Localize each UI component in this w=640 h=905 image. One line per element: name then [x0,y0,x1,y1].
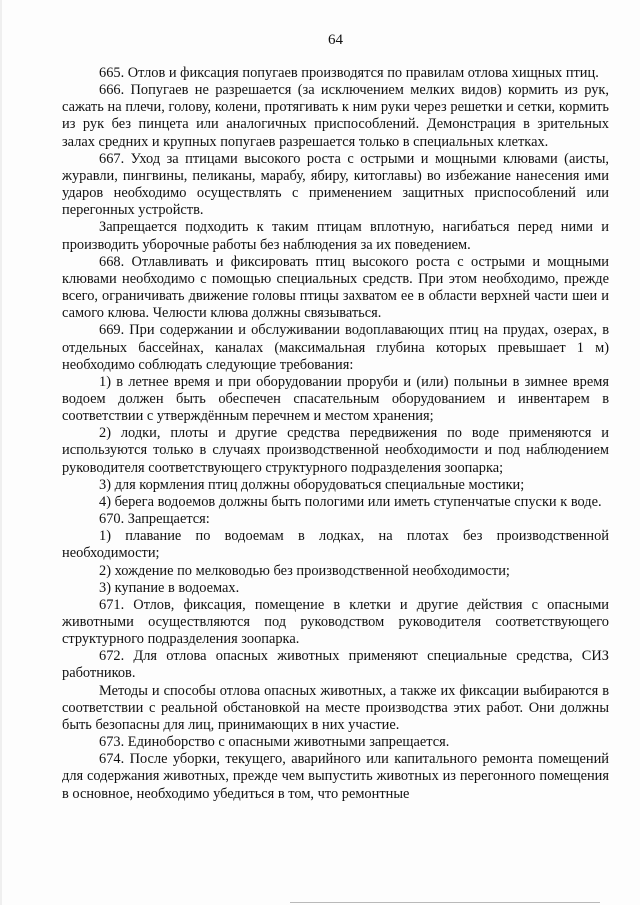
list-item-670-1: 1) плавание по водоемам в лодках, на плотах без производственной необходимости; [62,528,609,562]
scan-bottom-edge [290,902,600,903]
list-item-669-4: 4) берега водоемов должны быть пологими или иметь ступенчатые спуски к воде. [99,493,602,510]
paragraph-668: 668. Отлавливать и фиксировать птиц высокого роста с острыми и мощными клювами необходимо с помощью специальных средств. При этом необходимо, прежде всего, ограничивать движение головы птицы захватом ее в области верхней части шеи и самого клюва. Челюсти клюва должны связываться. [62,253,609,322]
list-item-669-3: 3) для кормления птиц должны оборудоваться специальные мостики; [99,476,525,493]
paragraph-672: 672. Для отлова опасных животных применяют специальные средства, СИЗ работников. [62,648,609,682]
paragraph-667-prohibition: Запрещается подходить к таким птицам вплотную, нагибаться перед ними и производить уборочные работы без наблюдения за их поведением. [62,219,609,253]
paragraph-665: 665. Отлов и фиксация попугаев производятся по правилам отлова хищных птиц. [99,65,599,81]
list-item-670-3: 3) купание в водоемах. [99,579,240,596]
paragraph-673: 673. Единоборство с опасными животными запрещается. [99,734,450,751]
paragraph-666: 666. Попугаев не разрешается (за исключением мелких видов) кормить из рук, сажать на плечи, голову, колени, протягивать к ним руки через решетки и сетки, кормить из рук без пинцета или аналогичных приспособлений. Демонстрация в зрительных залах средних и крупных попугаев разрешается только в специальных клетках. [62,82,609,150]
paragraph-670: 670. Запрещается: [99,511,210,528]
list-item-669-2: 2) лодки, плоты и другие средства передвижения по воде применяются и используются только в случаях производственной необходимости и под наблюдением руководителя соответствующего структурного подразделения зоопарка; [62,425,609,476]
scan-left-edge [0,0,2,905]
list-item-670-2: 2) хождение по мелководью без производственной необходимости; [99,562,510,579]
paragraph-669: 669. При содержании и обслуживании водоплавающих птиц на прудах, озерах, в отдельных бассейнах, каналах (максимальная глубина которых превышает 1 м) необходимо соблюдать следующие требования: [62,322,609,373]
paragraph-674: 674. После уборки, текущего, аварийного или капитального ремонта помещений для содержания животных, прежде чем выпустить животных из перегонного помещения в основное, необходимо убедиться в том, что ремонтные [62,751,609,802]
list-item-669-1: 1) в летнее время и при оборудовании проруби и (или) полыньи в зимнее время водоем должен быть обеспечен спасательным оборудованием и инвентарем в соответствии с утверждённым перечнем и местом хранения; [62,373,609,425]
paragraph-667: 667. Уход за птицами высокого роста с острыми и мощными клювами (аисты, журавли, пингвины, пеликаны, марабу, ябиру, китоглавы) во избежание нанесения ими ударов необходимо осуществлять с применением защитных приспособлений или перегонных устройств. [62,150,609,219]
paragraph-672-methods: Методы и способы отлова опасных животных, а также их фиксации выбираются в соответствии с реальной обстановкой на месте производства этих работ. Они должны быть безопасны для лиц, принимающих в них участие. [62,682,609,733]
paragraph-671: 671. Отлов, фиксация, помещение в клетки и другие действия с опасными животными осуществляются под руководством руководителя соответствующего структурного подразделения зоопарка. [62,596,609,648]
document-body [62,65,609,803]
page-number: 64 [328,32,343,48]
